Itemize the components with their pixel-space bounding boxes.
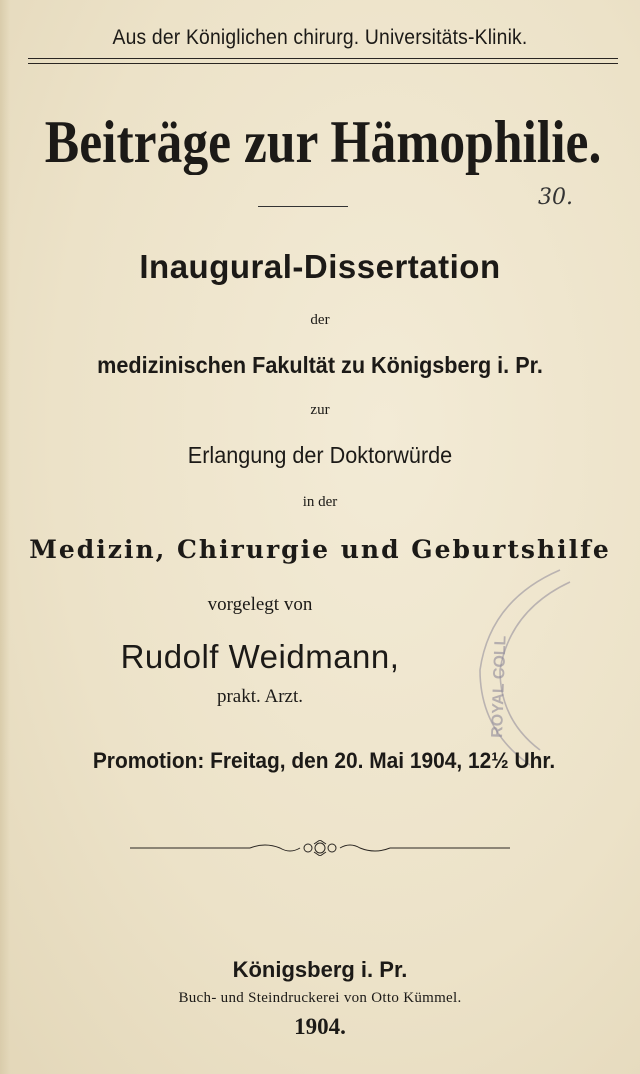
author-name: Rudolf Weidmann,	[120, 638, 400, 675]
clinic-header: Aus der Königlichen chirurg. Universitäts-Klinik.	[112, 26, 528, 49]
degree-line: Erlangung der Doktorwürde	[187, 442, 453, 468]
ornamental-divider	[130, 840, 510, 856]
stamp-lettering: ROYAL COLL	[489, 635, 510, 739]
printer-line: Buch- und Steindruckerei von Otto Kümmel.	[178, 990, 462, 1006]
header-double-rule	[28, 58, 618, 64]
author-title: prakt. Arzt.	[216, 686, 303, 707]
text-in-der: in der	[302, 494, 338, 510]
fields-line: Medizin, Chirurgie und Geburtshilfe	[29, 535, 611, 564]
promotion-line: Promotion: Freitag, den 20. Mai 1904, 12½ Uhr.	[92, 748, 556, 773]
publication-city: Königsberg i. Pr.	[232, 957, 408, 982]
main-title: Beiträge zur Hämophilie.	[44, 109, 602, 175]
presented-by: vorgelegt von	[207, 594, 313, 615]
faculty-line: medizinischen Fakultät zu Königsberg i. Pr.	[97, 352, 543, 378]
title-divider	[258, 206, 348, 207]
text-zur: zur	[310, 402, 330, 418]
dissertation-heading: Inaugural-Dissertation	[139, 248, 501, 285]
publication-year: 1904.	[294, 1014, 346, 1039]
handwritten-number: 30.	[538, 185, 573, 210]
text-der: der	[310, 312, 330, 328]
